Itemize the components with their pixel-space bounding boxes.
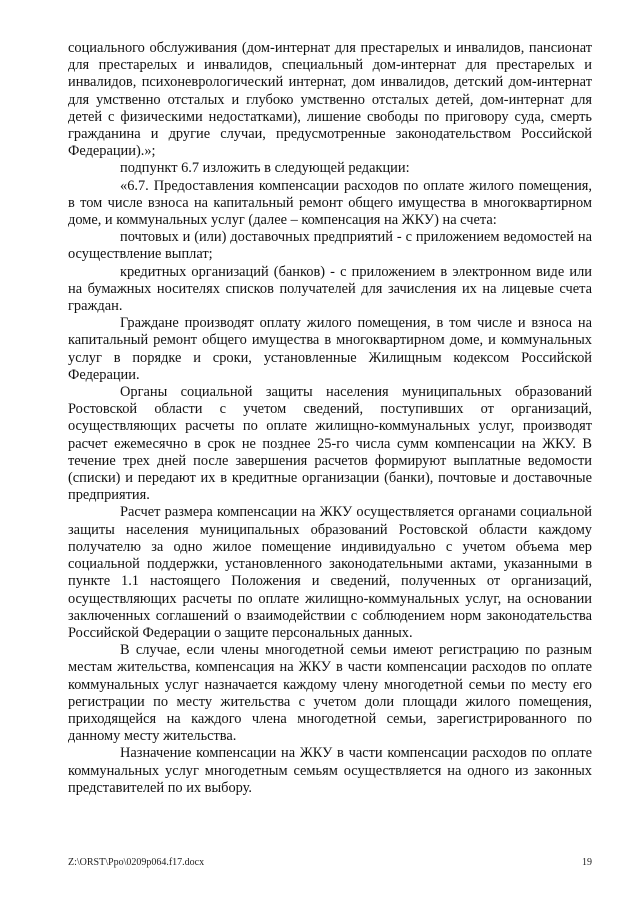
body-paragraph: подпункт 6.7 изложить в следующей редакции:: [120, 160, 410, 177]
body-paragraph: почтовых и (или) доставочных предприятий - с приложением ведомостей на осуществление выплат;: [68, 229, 592, 263]
footer-file-path: Z:\ORST\Ppo\0209p064.f17.docx: [68, 857, 205, 868]
body-paragraph: Расчет размера компенсации на ЖКУ осуществляется органами социальной защиты населения муниципальных образований Ростовской области каждому получателю за одно жилое помещение индивидуально с учетом объема мер социальной поддержки, установленного законодательными актами, указанными в пункте 1.1 настоящего Положения и сведений, полученных от организаций, осуществляющих расчеты по оплате жилищно-коммунальных услуг, на основании заключенных соглашений о взаимодействии с соблюдением норм законодательства Российской Федерации о защите персональных данных.: [68, 504, 592, 641]
body-paragraph: Граждане производят оплату жилого помещения, в том числе и взноса на капитальный ремонт общего имущества в многоквартирном доме, и коммунальных услуг в порядке и сроки, установленные Жилищным кодексом Российской Федерации.: [68, 315, 592, 383]
body-paragraph: социального обслуживания (дом-интернат для престарелых и инвалидов, пансионат для престарелых и инвалидов, специальный дом-интернат для престарелых и инвалидов, психоневрологический интернат, дом инвалидов, детский дом-интернат для умственно отсталых и глубоко умственно отсталых детей, дом-интернат для детей с физическими недостатками), лишение свободы по приговору суда, смерть гражданина и другие случаи, предусмотренные законодательством Российской Федерации).»;: [68, 40, 592, 160]
body-paragraph: Органы социальной защиты населения муниципальных образований Ростовской области с учетом сведений, поступивших от организаций, осуществляющих расчеты по оплате жилищно-коммунальных услуг, производят расчет ежемесячно в срок не позднее 25-го числа сумм компенсации на ЖКУ. В течение трех дней после завершения расчетов формируют выплатные ведомости (списки) и передают их в кредитные организации (банки), почтовые и доставочные предприятия.: [68, 384, 592, 504]
body-paragraph: кредитных организаций (банков) - с приложением в электронном виде или на бумажных носителях списков получателей для зачисления их на лицевые счета граждан.: [68, 263, 592, 315]
body-paragraph: В случае, если члены многодетной семьи имеют регистрацию по разным местам жительства, компенсация на ЖКУ в части компенсации расходов по оплате коммунальных услуг назначается каждому члену многодетной семьи по месту его регистрации по месту жительства с учетом доли площади жилого помещения, приходящейся на каждого члена многодетной семьи, зарегистрированного по данному месту жительства.: [68, 642, 592, 745]
page-footer: [0, 857, 640, 871]
page-number: 19: [582, 857, 592, 868]
body-paragraph: «6.7. Предоставления компенсации расходов по оплате жилого помещения, в том числе взноса на капитальный ремонт общего имущества в многоквартирном доме, и коммунальных услуг (далее – компенсация на ЖКУ) на счета:: [68, 177, 592, 229]
document-body: [68, 40, 592, 797]
body-paragraph: Назначение компенсации на ЖКУ в части компенсации расходов по оплате коммунальных услуг многодетным семьям осуществляется на одного из законных представителей по их выбору.: [68, 745, 592, 796]
